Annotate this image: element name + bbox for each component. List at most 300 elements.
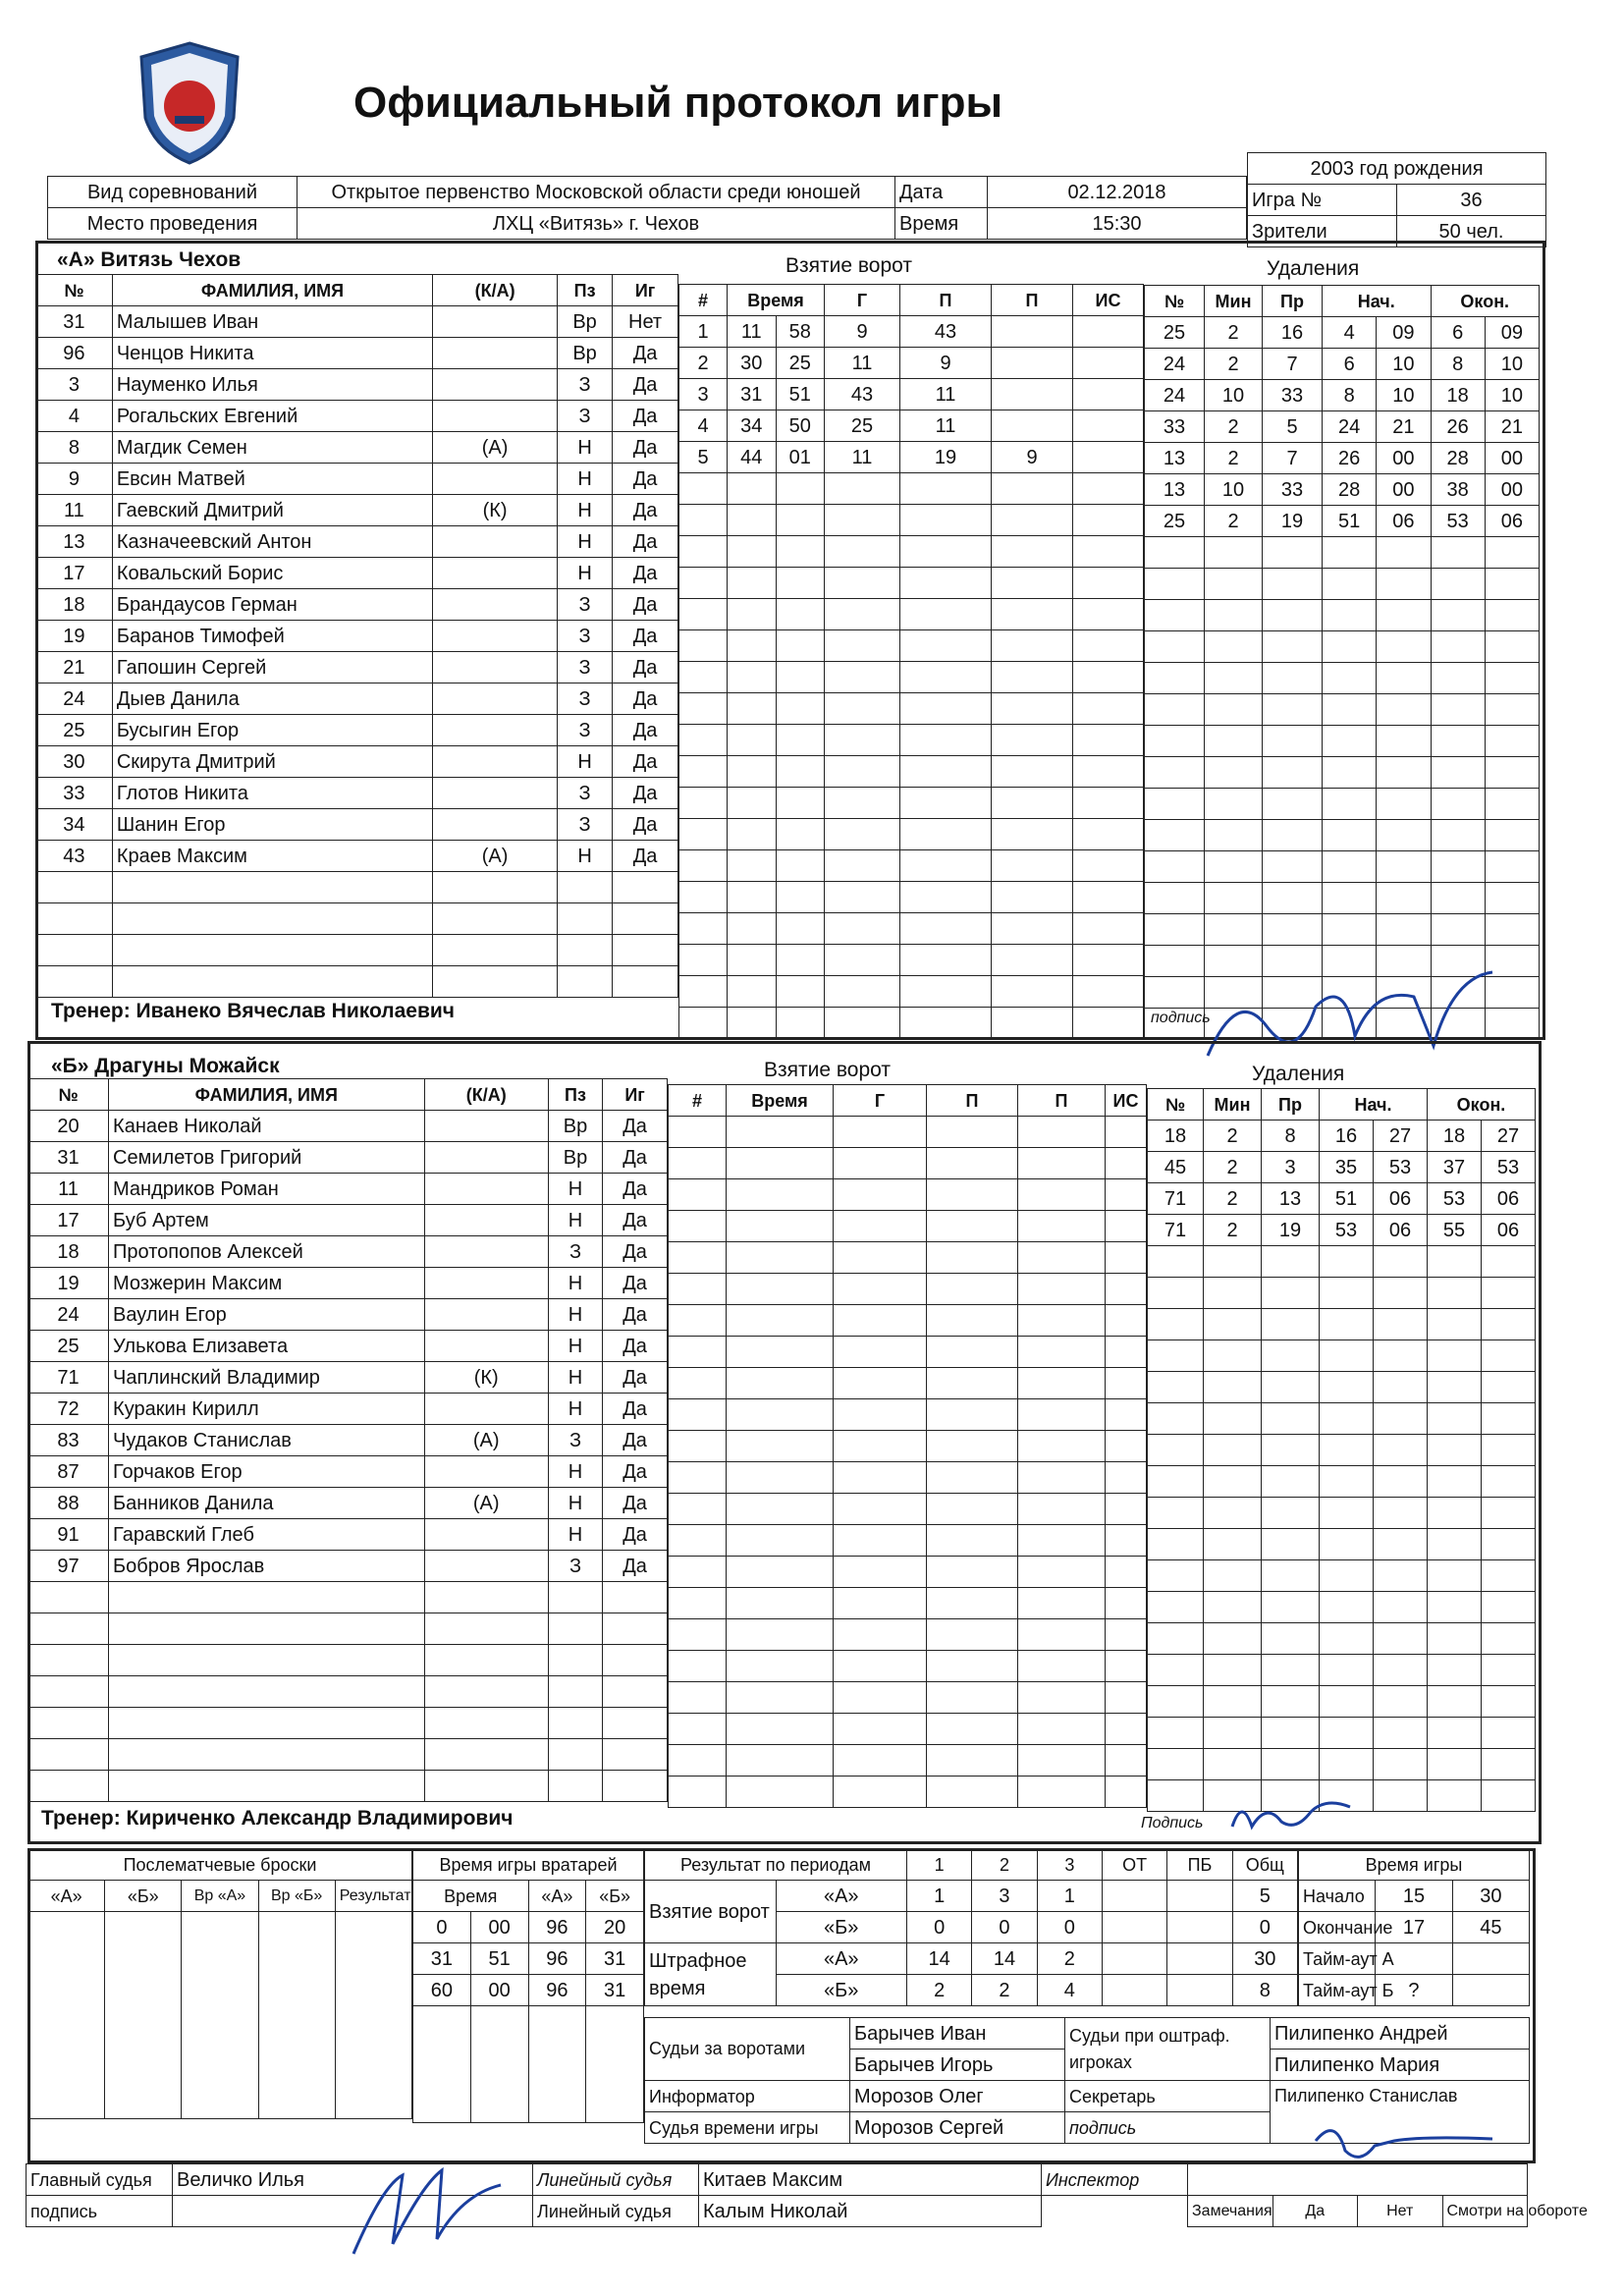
- penalty-cell: [1323, 569, 1377, 600]
- goal-cell: [727, 1399, 834, 1431]
- goal-cell: [669, 1148, 727, 1179]
- penalty-cell: [1431, 757, 1485, 789]
- penalty-cell: 00: [1485, 443, 1539, 474]
- penalty-cell: 26: [1431, 411, 1485, 443]
- penalty-cell: [1145, 820, 1205, 851]
- player-number: [36, 903, 113, 935]
- goal-cell: [1073, 348, 1144, 379]
- penalty-cell: [1148, 1340, 1204, 1372]
- game-time-title: Время игры: [1299, 1849, 1530, 1881]
- penalty-cell: 2: [1204, 1183, 1262, 1215]
- penalty-cell: 51: [1320, 1183, 1374, 1215]
- period-value: 30: [1232, 1943, 1297, 1975]
- goal-row: [679, 756, 1144, 788]
- player-position: Н: [548, 1174, 602, 1205]
- goal-cell: [1073, 473, 1144, 505]
- goal-cell: [728, 1008, 777, 1039]
- player-plays: Да: [613, 369, 678, 401]
- goal-cell: [1073, 788, 1144, 819]
- end-label: Окончание: [1299, 1912, 1376, 1943]
- penalty-cell: 06: [1482, 1183, 1536, 1215]
- penalty-cell: [1482, 1686, 1536, 1718]
- penalty-cell: [1263, 631, 1323, 663]
- player-name: Семилетов Григорий: [109, 1142, 424, 1174]
- start-label: Начало: [1299, 1881, 1376, 1912]
- penalty-cell: [1148, 1498, 1204, 1529]
- player-position: Н: [558, 432, 613, 464]
- penalty-cell: [1482, 1309, 1536, 1340]
- penalty-cell: 28: [1323, 474, 1377, 506]
- penalty-cell: [1323, 537, 1377, 569]
- penalty-cell: [1374, 1686, 1428, 1718]
- goal-cell: [1018, 1745, 1106, 1777]
- penalty-cell: 21: [1485, 411, 1539, 443]
- player-number: 17: [36, 558, 113, 589]
- penalty-cell: [1482, 1246, 1536, 1278]
- penalty-cell: [1431, 726, 1485, 757]
- start-m: 30: [1452, 1881, 1529, 1912]
- penalty-cell: [1204, 1655, 1262, 1686]
- player-row: [36, 715, 678, 746]
- penalty-cell: [1320, 1246, 1374, 1278]
- player-plays: Да: [603, 1174, 668, 1205]
- penalty-cell: [1431, 600, 1485, 631]
- player-name: [109, 1708, 424, 1739]
- penalty-row: [1148, 1749, 1536, 1780]
- period-value: 0: [972, 1912, 1037, 1943]
- goal-cell: [1106, 1462, 1147, 1494]
- player-position: З: [548, 1425, 602, 1456]
- player-plays: [603, 1645, 668, 1676]
- goal-cell: [825, 913, 900, 945]
- penalty-cell: [1377, 789, 1431, 820]
- player-position: З: [558, 778, 613, 809]
- goal-col-time: Время: [727, 1085, 834, 1117]
- player-position: Н: [548, 1456, 602, 1488]
- player-role: [433, 464, 558, 495]
- goal-cell: [1073, 756, 1144, 788]
- goal-cell: 25: [825, 410, 900, 442]
- player-position: Н: [548, 1268, 602, 1299]
- penalty-cell: [1377, 600, 1431, 631]
- goal-cell: [1073, 662, 1144, 693]
- player-row: [36, 306, 678, 338]
- penalty-cell: [1428, 1560, 1482, 1592]
- goal-col-n: #: [679, 285, 728, 316]
- player-row: [28, 1111, 668, 1142]
- penalty-cell: [1262, 1749, 1320, 1780]
- player-name: Краев Максим: [112, 841, 432, 872]
- player-name: Мандриков Роман: [109, 1174, 424, 1205]
- goal-cell: [776, 945, 825, 976]
- penalty-cell: [1482, 1592, 1536, 1623]
- goal-cell: [728, 756, 777, 788]
- penalty-cell: [1263, 789, 1323, 820]
- period-value: 1: [1037, 1881, 1102, 1912]
- player-role: [433, 369, 558, 401]
- penalty-cell: [1482, 1623, 1536, 1655]
- goal-cell: [1073, 599, 1144, 630]
- player-role: (А): [424, 1488, 548, 1519]
- goal-cell: [927, 1211, 1018, 1242]
- player-plays: Да: [613, 683, 678, 715]
- player-number: 9: [36, 464, 113, 495]
- player-position: З: [558, 683, 613, 715]
- goal-row: [679, 348, 1144, 379]
- penalty-cell: [1320, 1718, 1374, 1749]
- goal-cell: [1073, 850, 1144, 882]
- goal-cell: [776, 756, 825, 788]
- player-name: [112, 872, 432, 903]
- player-row: [28, 1708, 668, 1739]
- goal-cell: 9: [992, 442, 1073, 473]
- penalty-cell: [1482, 1655, 1536, 1686]
- goal-col-g: Г: [825, 285, 900, 316]
- goal-col-a1: П: [900, 285, 992, 316]
- col-pos: Пз: [558, 275, 613, 306]
- goal-cell: [992, 693, 1073, 725]
- player-role: [424, 1519, 548, 1551]
- goal-cell: [1018, 1368, 1106, 1399]
- col-plays: Иг: [613, 275, 678, 306]
- gk-row: [413, 1975, 644, 2006]
- time: 15:30: [988, 208, 1247, 240]
- penalty-cell: [1374, 1498, 1428, 1529]
- penalty-cell: [1374, 1718, 1428, 1749]
- player-row: [36, 589, 678, 621]
- player-row: [28, 1142, 668, 1174]
- goal-row: [669, 1462, 1147, 1494]
- player-row: [36, 872, 678, 903]
- player-plays: [613, 903, 678, 935]
- goal-cell: [776, 882, 825, 913]
- player-row: [28, 1299, 668, 1331]
- player-role: (А): [433, 841, 558, 872]
- goal-cell: [679, 756, 728, 788]
- goal-row: [669, 1745, 1147, 1777]
- penalty-cell: 2: [1204, 1215, 1262, 1246]
- goal-cell: 31: [728, 379, 777, 410]
- goal-cell: [927, 1462, 1018, 1494]
- penalty-cell: [1263, 600, 1323, 631]
- goal-cell: [834, 1462, 927, 1494]
- penalty-cell: 53: [1320, 1215, 1374, 1246]
- goal-row: [669, 1431, 1147, 1462]
- goal-cell: [992, 568, 1073, 599]
- player-plays: Да: [613, 778, 678, 809]
- player-number: 24: [36, 683, 113, 715]
- player-plays: Да: [603, 1488, 668, 1519]
- referee-sign-label: подпись: [27, 2196, 173, 2227]
- player-role: (А): [424, 1425, 548, 1456]
- penalty-cell: [1148, 1529, 1204, 1560]
- penalty-cell: 53: [1428, 1183, 1482, 1215]
- goal-cell: [992, 410, 1073, 442]
- penalty-row: [1145, 600, 1540, 631]
- player-row: [36, 935, 678, 966]
- goals-label: Взятие ворот: [645, 1881, 777, 1943]
- goal-cell: [669, 1399, 727, 1431]
- penalty-cell: [1320, 1623, 1374, 1655]
- goal-cell: [900, 756, 992, 788]
- goal-cell: 51: [776, 379, 825, 410]
- goal-judge-2: Барычев Игорь: [850, 2050, 1065, 2081]
- penalty-cell: [1428, 1340, 1482, 1372]
- penalty-cell: 09: [1485, 317, 1539, 349]
- player-number: [28, 1676, 109, 1708]
- goal-cell: [728, 505, 777, 536]
- penalty-cell: [1485, 694, 1539, 726]
- player-position: Вр: [548, 1111, 602, 1142]
- pen-col-end: Окон.: [1428, 1089, 1536, 1121]
- penalty-cell: [1320, 1529, 1374, 1560]
- period-col-2: 2: [972, 1849, 1037, 1881]
- goal-cell: [1106, 1117, 1147, 1148]
- player-plays: Да: [603, 1551, 668, 1582]
- penalty-cell: 10: [1205, 380, 1263, 411]
- penalty-cell: [1262, 1246, 1320, 1278]
- goal-row: [669, 1274, 1147, 1305]
- player-position: Н: [548, 1299, 602, 1331]
- penalty-row: [1145, 726, 1540, 757]
- team-a-sign-label: подпись: [1151, 1010, 1211, 1026]
- penalty-cell: [1428, 1529, 1482, 1560]
- penalty-cell: [1323, 694, 1377, 726]
- penalty-cell: [1428, 1372, 1482, 1403]
- period-col-3: 3: [1037, 1849, 1102, 1881]
- penalty-cell: [1320, 1466, 1374, 1498]
- player-plays: Да: [613, 652, 678, 683]
- goal-cell: [727, 1714, 834, 1745]
- penalty-cell: [1374, 1278, 1428, 1309]
- goal-cell: [1073, 882, 1144, 913]
- league-logo: [135, 39, 244, 167]
- penalty-cell: 27: [1482, 1121, 1536, 1152]
- goal-cell: [825, 945, 900, 976]
- player-number: [28, 1708, 109, 1739]
- player-role: [433, 935, 558, 966]
- goal-cell: [776, 599, 825, 630]
- penalty-cell: [1205, 726, 1263, 757]
- goal-cell: [669, 1242, 727, 1274]
- period-value: 2: [1037, 1943, 1102, 1975]
- team-b-goals-table: [668, 1084, 1147, 1808]
- penalty-cell: [1377, 631, 1431, 663]
- penalty-row: [1148, 1403, 1536, 1435]
- penalty-cell: [1148, 1623, 1204, 1655]
- goal-row: [669, 1179, 1147, 1211]
- goal-cell: [927, 1777, 1018, 1808]
- goal-cell: [834, 1431, 927, 1462]
- penalty-cell: [1428, 1686, 1482, 1718]
- goal-row: [679, 725, 1144, 756]
- player-position: З: [558, 621, 613, 652]
- spectators-label: Зрители: [1248, 216, 1397, 247]
- goal-cell: [992, 788, 1073, 819]
- player-role: [433, 966, 558, 998]
- player-row: [36, 495, 678, 526]
- goal-cell: [728, 945, 777, 976]
- penalty-cell: [1428, 1780, 1482, 1812]
- penalty-cell: [1204, 1623, 1262, 1655]
- player-row: [28, 1174, 668, 1205]
- penalty-cell: [1204, 1246, 1262, 1278]
- penalty-row: [1148, 1529, 1536, 1560]
- period-col-total: Общ: [1232, 1849, 1297, 1881]
- penalty-cell: [1205, 757, 1263, 789]
- player-role: (К): [433, 495, 558, 526]
- goal-cell: [1106, 1399, 1147, 1431]
- player-plays: Да: [603, 1236, 668, 1268]
- goal-cell: [1018, 1305, 1106, 1337]
- page-title: Официальный протокол игры: [353, 79, 1003, 127]
- goal-cell: [728, 693, 777, 725]
- penalty-cell: [1374, 1592, 1428, 1623]
- goal-row: [679, 976, 1144, 1008]
- player-position: Н: [548, 1394, 602, 1425]
- player-number: 18: [36, 589, 113, 621]
- goal-cell: [1106, 1557, 1147, 1588]
- date-label: Дата: [895, 177, 988, 208]
- player-position: Н: [548, 1519, 602, 1551]
- goal-row: [669, 1682, 1147, 1714]
- player-role: [433, 683, 558, 715]
- penalty-cell: [1377, 914, 1431, 946]
- penalty-cell: 38: [1431, 474, 1485, 506]
- goal-cell: [727, 1305, 834, 1337]
- gk-col-time: Время: [413, 1881, 529, 1912]
- gk-cell: 0: [413, 1912, 471, 1943]
- player-name: Банников Данила: [109, 1488, 424, 1519]
- penalty-row: [1145, 789, 1540, 820]
- period-value: [1102, 1881, 1166, 1912]
- linesman-2-label: Линейный судья: [533, 2196, 699, 2227]
- referee-signature: [344, 2156, 511, 2264]
- goal-cell: [669, 1557, 727, 1588]
- goal-cell: [992, 819, 1073, 850]
- penalty-cell: 45: [1148, 1152, 1204, 1183]
- player-row: [28, 1613, 668, 1645]
- team-a-pen-title: Удаления: [1267, 257, 1360, 280]
- player-row: [28, 1582, 668, 1613]
- player-name: Евсин Матвей: [112, 464, 432, 495]
- goal-cell: [669, 1462, 727, 1494]
- penalty-cell: [1263, 914, 1323, 946]
- goal-row: [679, 945, 1144, 976]
- goal-cell: [927, 1242, 1018, 1274]
- goal-cell: [728, 882, 777, 913]
- goal-cell: 01: [776, 442, 825, 473]
- goal-cell: [1073, 913, 1144, 945]
- penalty-judges-label: Судьи при оштраф. игроках: [1065, 2018, 1271, 2081]
- penalty-cell: 13: [1145, 474, 1205, 506]
- penalty-cell: 5: [1263, 411, 1323, 443]
- goal-cell: [1106, 1714, 1147, 1745]
- penalty-cell: [1374, 1309, 1428, 1340]
- penalty-cell: [1482, 1749, 1536, 1780]
- player-number: 20: [28, 1111, 109, 1142]
- penalty-cell: [1428, 1403, 1482, 1435]
- player-position: З: [558, 589, 613, 621]
- penalty-row: [1145, 851, 1540, 883]
- penalty-cell: [1145, 694, 1205, 726]
- penalty-row: [1145, 569, 1540, 600]
- goal-cell: [825, 819, 900, 850]
- gk-cell: [413, 2006, 471, 2123]
- game-time-table: [1298, 1848, 1530, 2006]
- goal-cell: [1073, 316, 1144, 348]
- pen-col-pr: Пр: [1263, 286, 1323, 317]
- goal-cell: [727, 1525, 834, 1557]
- player-row: [36, 432, 678, 464]
- penalty-cell: [1262, 1498, 1320, 1529]
- player-role: (К): [424, 1362, 548, 1394]
- goal-cell: [834, 1494, 927, 1525]
- penalty-cell: [1320, 1340, 1374, 1372]
- player-role: [433, 809, 558, 841]
- player-name: [109, 1771, 424, 1802]
- penalty-cell: 00: [1485, 474, 1539, 506]
- goal-cell: [1073, 442, 1144, 473]
- penalty-cell: [1428, 1435, 1482, 1466]
- goal-cell: [679, 725, 728, 756]
- period-value: 0: [1037, 1912, 1102, 1943]
- player-position: [548, 1613, 602, 1645]
- player-row: [28, 1739, 668, 1771]
- goal-cell: [927, 1305, 1018, 1337]
- team-a-coach: Тренер: Иванеко Вячеслав Николаевич: [51, 1000, 455, 1022]
- player-plays: Да: [603, 1456, 668, 1488]
- penalty-cell: [1145, 757, 1205, 789]
- team-b-sign-label: Подпись: [1141, 1815, 1204, 1831]
- goal-cell: [1073, 725, 1144, 756]
- goal-cell: [1018, 1619, 1106, 1651]
- penalty-cell: 2: [1205, 506, 1263, 537]
- goal-cell: [1018, 1777, 1106, 1808]
- goal-cell: [776, 505, 825, 536]
- penalty-cell: 06: [1377, 506, 1431, 537]
- period-value: [1167, 1912, 1232, 1943]
- penalty-cell: [1204, 1560, 1262, 1592]
- penalty-cell: [1148, 1749, 1204, 1780]
- goal-cell: [1106, 1777, 1147, 1808]
- goal-cell: [669, 1619, 727, 1651]
- penalty-cell: [1374, 1435, 1428, 1466]
- penalty-cell: [1323, 600, 1377, 631]
- goal-cell: [776, 568, 825, 599]
- penalty-cell: [1431, 537, 1485, 569]
- penalty-cell: 13: [1262, 1183, 1320, 1215]
- goal-cell: [727, 1337, 834, 1368]
- period-col-1: 1: [907, 1849, 972, 1881]
- goal-cell: [669, 1305, 727, 1337]
- penalty-cell: 8: [1323, 380, 1377, 411]
- penalty-cell: [1148, 1372, 1204, 1403]
- penalty-row: [1145, 663, 1540, 694]
- goal-cell: [669, 1494, 727, 1525]
- player-role: [424, 1394, 548, 1425]
- penalty-cell: [1482, 1718, 1536, 1749]
- player-name: Ковальский Борис: [112, 558, 432, 589]
- gk-title: Время игры вратарей: [413, 1849, 644, 1881]
- goal-cell: [834, 1117, 927, 1148]
- player-row: [36, 683, 678, 715]
- penalty-cell: 28: [1431, 443, 1485, 474]
- goal-cell: [992, 348, 1073, 379]
- goal-cell: [727, 1211, 834, 1242]
- player-role: [424, 1268, 548, 1299]
- remarks-label: Замечания: [1188, 2196, 1273, 2227]
